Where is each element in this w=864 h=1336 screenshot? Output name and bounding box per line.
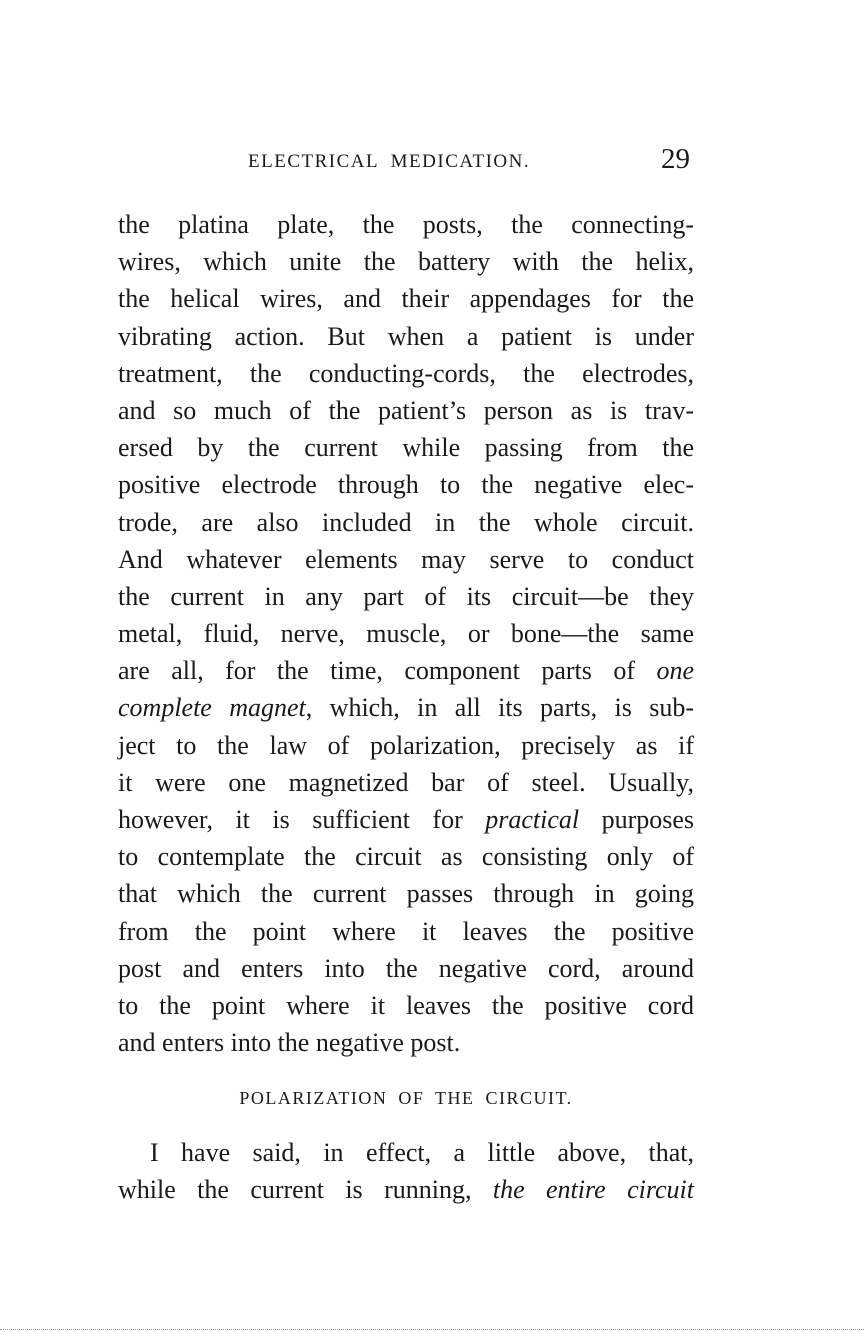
text-line: wires, which unite the battery with the helix, <box>118 247 694 277</box>
text-line: the current in any part of its circuit—be they <box>118 581 694 611</box>
section-heading: POLARIZATION OF THE CIRCUIT. <box>239 1088 573 1108</box>
text-line: the platina plate, the posts, the connecting- <box>118 210 694 239</box>
text-line: positive electrode through to the negative elec- <box>118 470 694 500</box>
text-line: vibrating action. But when a patient is under <box>118 321 694 351</box>
italic-emphasis: one <box>656 656 694 686</box>
scan-edge-dots <box>0 1329 864 1330</box>
italic-emphasis: practical <box>485 805 580 834</box>
text-line: trode, are also included in the whole circuit. <box>118 507 694 537</box>
text-line: complete magnet, which, in all its parts, is sub- <box>118 693 694 723</box>
text-line: the helical wires, and their appendages for the <box>118 284 694 314</box>
paragraph-1 <box>118 206 694 1061</box>
text-line: while the current is running, the entire circuit <box>118 1175 694 1205</box>
text-line: to the point where it leaves the positive cord <box>118 990 694 1020</box>
text-line: to contemplate the circuit as consisting only of <box>118 842 694 872</box>
text-line: post and enters into the negative cord, around <box>118 953 694 983</box>
running-title: ELECTRICAL MEDICATION. <box>248 151 531 172</box>
italic-emphasis: complete magnet <box>118 693 306 723</box>
text-line: ersed by the current while passing from the <box>118 433 694 463</box>
text-line: ject to the law of polarization, precisely as if <box>118 730 694 760</box>
text-line: that which the current passes through in going <box>118 879 694 909</box>
text-line: treatment, the conducting-cords, the electrodes, <box>118 358 694 388</box>
text-line: from the point where it leaves the positive <box>118 916 694 946</box>
text-line: And whatever elements may serve to conduct <box>118 544 694 574</box>
text-line: I have said, in effect, a little above, that, <box>150 1138 694 1167</box>
text-line: it were one magnetized bar of steel. Usually, <box>118 767 694 797</box>
text-line: are all, for the time, component parts of one <box>118 656 694 686</box>
text-line: and enters into the negative post. <box>118 1028 461 1058</box>
paragraph-2 <box>118 1134 694 1208</box>
running-head <box>118 143 694 183</box>
page-number: 29 <box>661 143 690 175</box>
italic-emphasis: the entire circuit <box>492 1175 694 1205</box>
text-line: and so much of the patient’s person as is trav- <box>118 395 694 425</box>
text-line: however, it is sufficient for practical purposes <box>118 805 695 834</box>
text-line: metal, fluid, nerve, muscle, or bone—the same <box>118 619 694 649</box>
